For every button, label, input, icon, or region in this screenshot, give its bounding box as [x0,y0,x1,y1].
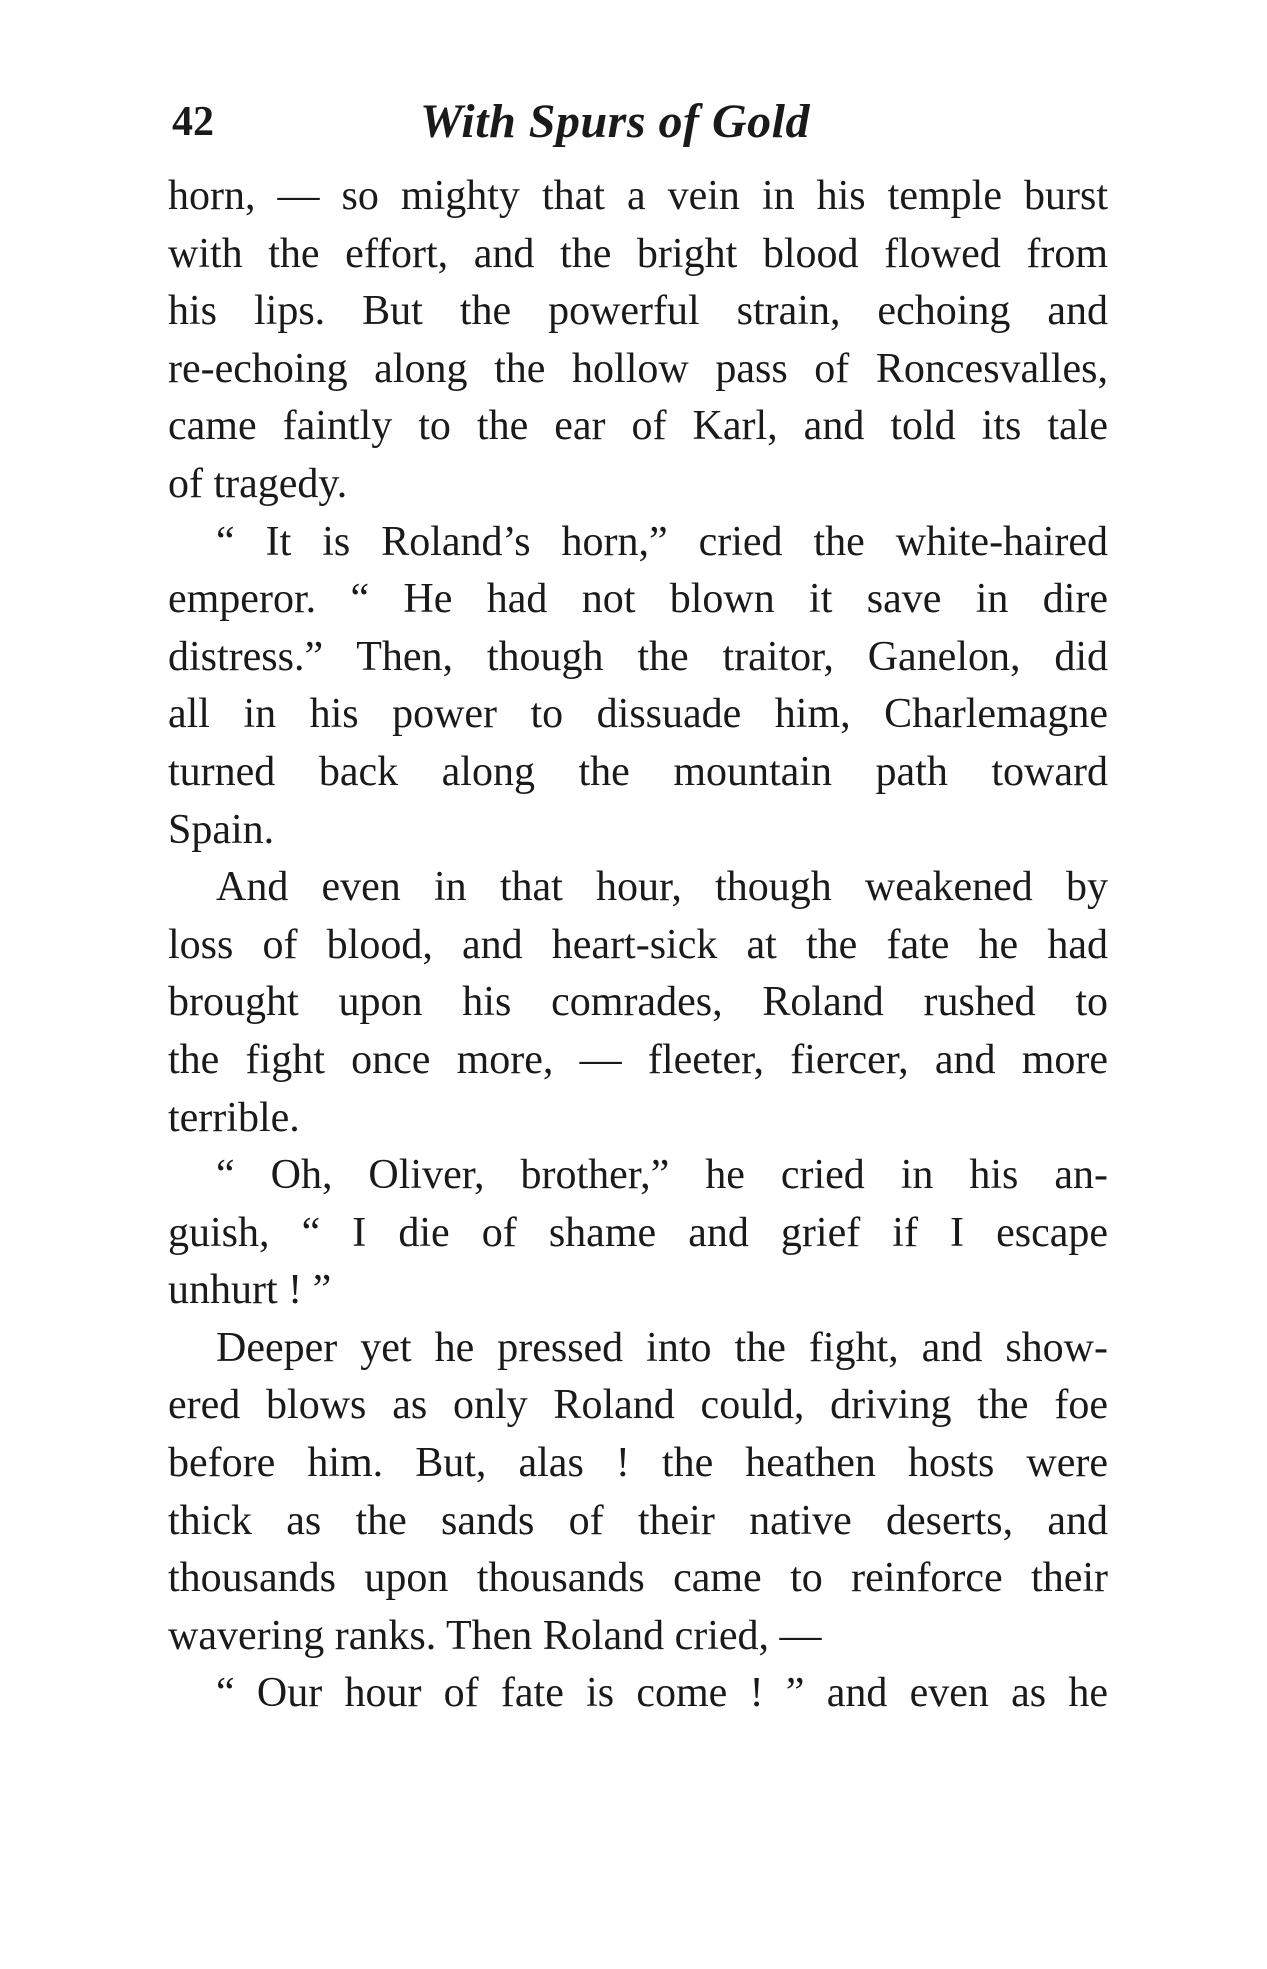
text-line: before him. But, alas ! the heathen hosts were [168,1440,1108,1487]
text-line: the fight once more, — fleeter, fiercer, and more [168,1036,1108,1083]
text-line: loss of blood, and heart-sick at the fate he had [168,921,1108,968]
text-line: brought upon his comrades, Roland rushed to [168,979,1108,1026]
text-line: guish, “ I die of shame and grief if I escape [168,1209,1108,1256]
text-line: distress.” Then, though the traitor, Ganelon, did [168,633,1108,680]
text-line: “ It is Roland’s horn,” cried the white-haired [216,518,1108,565]
text-line: wavering ranks. Then Roland cried, — [168,1612,822,1659]
text-line: “ Oh, Oliver, brother,” he cried in his an- [216,1152,1108,1199]
text-line: re-echoing along the hollow pass of Roncesvalles, [168,345,1108,392]
text-line: Spain. [168,806,275,853]
text-line: emperor. “ He had not blown it save in dire [168,576,1108,623]
text-line: thick as the sands of their native deserts, and [168,1497,1108,1544]
text-line: with the effort, and the bright blood flowed from [168,230,1108,277]
text-line: of tragedy. [168,460,348,507]
text-line: came faintly to the ear of Karl, and told its tale [168,403,1108,450]
text-line: horn, — so mighty that a vein in his temple burst [168,173,1108,219]
text-line: terrible. [168,1094,300,1141]
text-line: unhurt ! ” [168,1267,332,1314]
text-line: Deeper yet he pressed into the fight, and show- [216,1324,1108,1371]
text-line: thousands upon thousands came to reinforce their [168,1555,1108,1602]
text-line: his lips. But the powerful strain, echoing and [168,288,1108,335]
body-text [168,168,1108,1723]
running-head [170,92,1110,152]
book-title: With Spurs of Gold [420,95,810,148]
text-line: “ Our hour of fate is come ! ” and even as he [216,1670,1108,1717]
text-line: all in his power to dissuade him, Charlemagne [168,691,1108,738]
page-number: 42 [172,99,214,145]
text-line: ered blows as only Roland could, driving the foe [168,1382,1108,1429]
text-line: And even in that hour, though weakened by [216,864,1108,911]
text-line: turned back along the mountain path toward [168,748,1108,795]
